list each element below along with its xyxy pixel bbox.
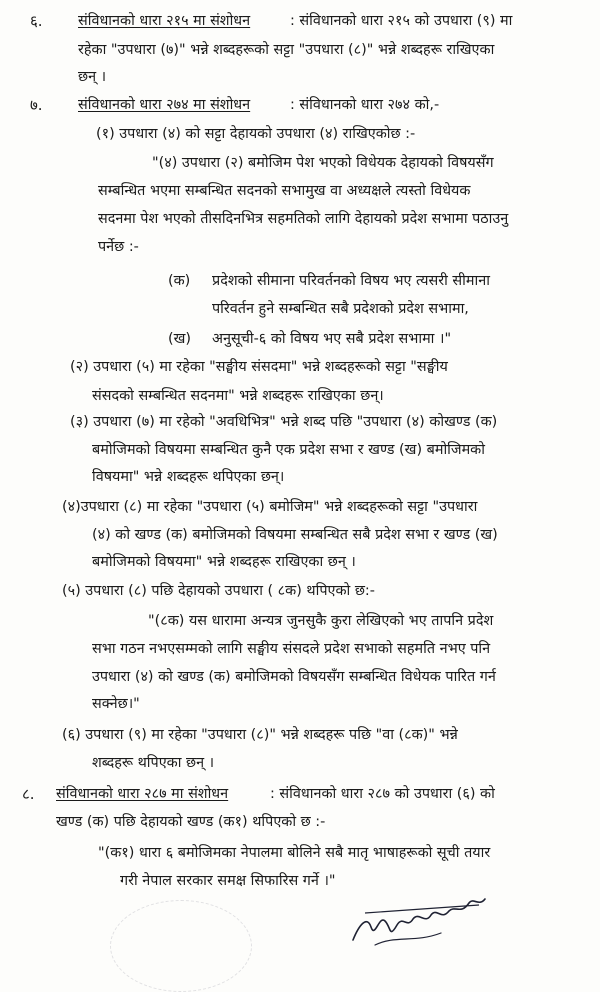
- quoted-line: सदनमा पेश भएको तीसदिनभित्र सहमतिको लागि देहायको प्रदेश सभामा पठाउनु: [98, 211, 509, 227]
- paragraph-line: (२) उपधारा (५) मा रहेका "सङ्घीय संसदमा" भन्ने शब्दहरूको सट्टा "सङ्घीय: [70, 359, 448, 375]
- section-number: ७.: [30, 96, 43, 114]
- section-heading: संविधानको धारा २७४ मा संशोधन: [78, 97, 251, 113]
- section-heading: संविधानको धारा २८७ मा संशोधन: [56, 786, 229, 802]
- paragraph-line: संसदको सम्बन्धित सदनमा" भन्ने शब्दहरू राखिएका छन्।: [92, 388, 384, 404]
- paragraph-line: विषयमा" भन्ने शब्दहरू थपिएका छन्।: [92, 469, 285, 485]
- paragraph-line: शब्दहरू थपिएका छन् ।: [92, 755, 215, 771]
- quoted-line: गरी नेपाल सरकार समक्ष सिफारिस गर्ने ।": [120, 873, 336, 889]
- paragraph-line: (४)उपधारा (८) मा रहेका "उपधारा (५) बमोजिम" भन्ने शब्दहरूको सट्टा "उपधारा: [62, 499, 478, 515]
- clause-line: परिवर्तन हुने सम्बन्धित सबै प्रदेशको प्रदेश सभामा,: [212, 301, 469, 317]
- section-number: ८.: [22, 785, 35, 803]
- paragraph-line: खण्ड (क) पछि देहायको खण्ड (क१) थपिएको छ :-: [56, 814, 326, 830]
- quoted-line: उपधारा (४) को खण्ड (क) बमोजिमको विषयसँग सम्बन्धित विधेयक पारित गर्न: [92, 669, 496, 685]
- paragraph-line: (३) उपधारा (७) मा रहेको "अवधिभित्र" भन्ने शब्द पछि "उपधारा (४) कोखण्ड (क): [70, 414, 498, 430]
- quoted-line: सक्नेछ।": [92, 696, 140, 712]
- paragraph-line: छन् ।: [78, 69, 107, 85]
- quoted-line: सम्बन्धित भएमा सम्बन्धित सदनको सभामुख वा अध्यक्षले त्यस्तो विधेयक: [98, 183, 471, 199]
- section-number: ६.: [30, 12, 43, 30]
- clause-label: (क): [168, 273, 191, 289]
- section-heading: संविधानको धारा २१५ मा संशोधन: [78, 13, 251, 29]
- handwritten-signature: [345, 885, 495, 955]
- clause-line: प्रदेशको सीमाना परिवर्तनको विषय भए त्यसरी सीमाना: [212, 273, 490, 289]
- quoted-line: "(८क) यस धारामा अन्यत्र जुनसुकै कुरा लेखिएको भए तापनि प्रदेश: [148, 613, 494, 629]
- clause-line: अनुसूची-६ को विषय भए सबै प्रदेश सभामा ।": [212, 331, 452, 347]
- quoted-line: "(४) उपधारा (२) बमोजिम पेश भएको विधेयक देहायको विषयसँग: [152, 155, 494, 171]
- clause-label: (ख): [168, 331, 192, 347]
- paragraph-line: : संविधानको धारा २७४ को,-: [290, 97, 440, 113]
- paragraph-line: : संविधानको धारा २८७ को उपधारा (६) को: [270, 786, 495, 802]
- paragraph-line: रहेका "उपधारा (७)" भन्ने शब्दहरूको सट्टा "उपधारा (८)" भन्ने शब्दहरू राखिएका: [78, 42, 495, 58]
- seal-impression: [110, 900, 252, 992]
- paragraph-line: बमोजिमको विषयमा सम्बन्धित कुनै एक प्रदेश सभा र खण्ड (ख) बमोजिमको: [92, 442, 485, 458]
- paragraph-line: (१) उपधारा (४) को सट्टा देहायको उपधारा (४) राखिएकोछ :-: [96, 126, 416, 142]
- paragraph-line: (४) को खण्ड (क) बमोजिमको विषयमा सम्बन्धित सबै प्रदेश सभा र खण्ड (ख): [92, 527, 498, 543]
- paragraph-line: : संविधानको धारा २१५ को उपधारा (९) मा: [290, 13, 513, 29]
- quoted-line: सभा गठन नभएसम्मको लागि सङ्घीय संसदले प्रदेश सभाको सहमति नभए पनि: [92, 641, 491, 657]
- paragraph-line: (६) उपधारा (९) मा रहेका "उपधारा (८)" भन्ने शब्दहरू पछि "वा (८क)" भन्ने: [62, 727, 458, 743]
- paragraph-line: (५) उपधारा (८) पछि देहायको उपधारा ( ८क) थपिएको छ:-: [62, 583, 375, 599]
- quoted-line: पर्नेछ :-: [98, 239, 139, 255]
- paragraph-line: बमोजिमको विषयमा" भन्ने शब्दहरू राखिएका छन् ।: [92, 554, 356, 570]
- quoted-line: "(क१) धारा ६ बमोजिमका नेपालमा बोलिने सबै मातृ भाषाहरूको सूची तयार: [98, 845, 491, 861]
